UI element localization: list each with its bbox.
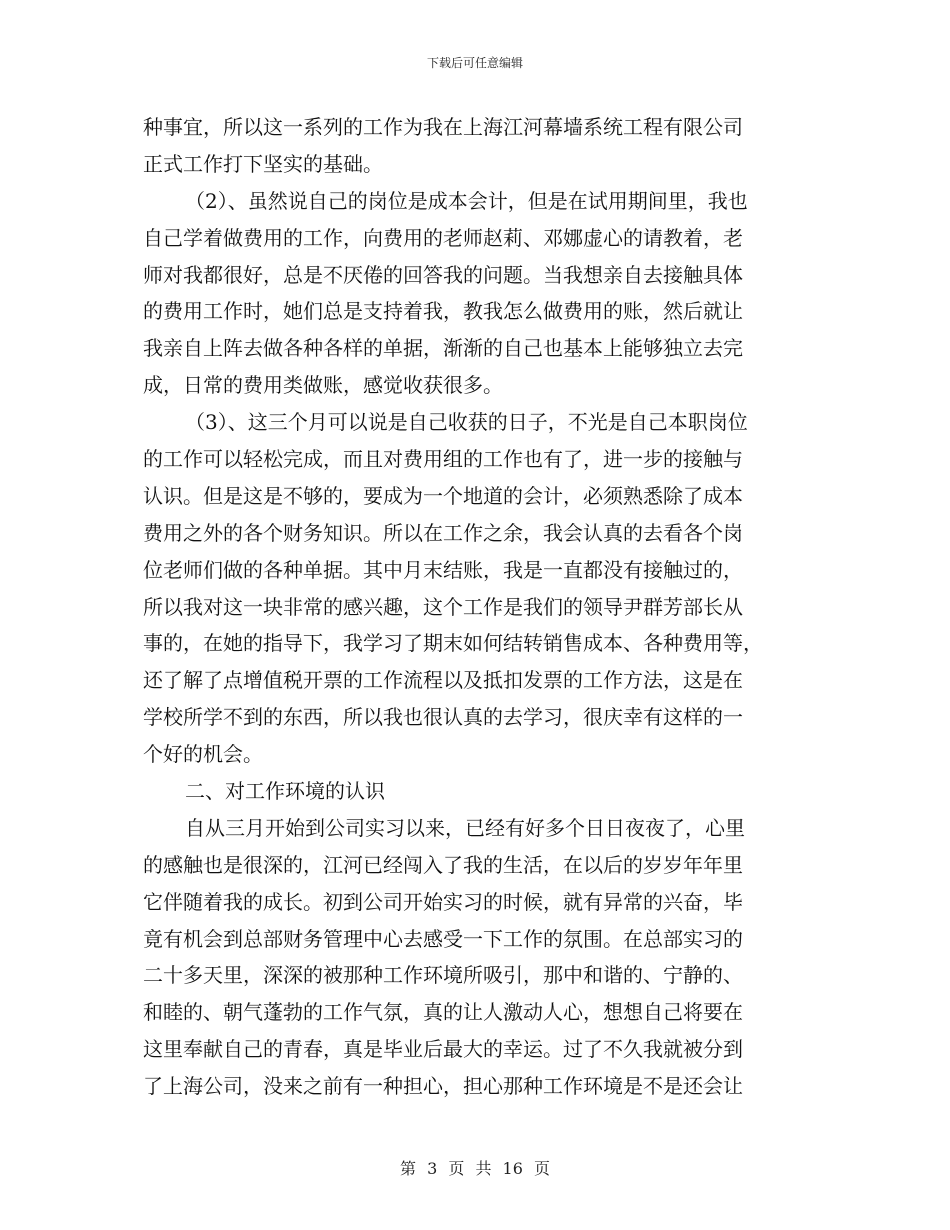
section-heading: 二、对工作环境的认识	[185, 779, 385, 804]
text-line: （2）、虽然说自己的岗位是成本会计，但是在试用期间里，我也	[185, 188, 748, 213]
text-line: 这里奉献自己的青春，真是毕业后最大的幸运。过了不久我就被分到	[143, 1037, 743, 1062]
text-line: 事的，在她的指导下，我学习了期末如何结转销售成本、各种费用等，	[143, 631, 763, 656]
text-line: 竟有机会到总部财务管理中心去感受一下工作的氛围。在总部实习的	[143, 926, 743, 951]
text-line: 二十多天里，深深的被那种工作环境所吸引，那中和谐的、宁静的、	[143, 963, 743, 988]
page-footer: 第 3 页 共 16 页	[400, 1159, 550, 1178]
text-line: 它伴随着我的成长。初到公司开始实习的时候，就有异常的兴奋，毕	[143, 889, 743, 914]
text-line: （3）、这三个月可以说是自己收获的日子，不光是自己本职岗位	[185, 410, 748, 435]
text-line: 了上海公司，没来之前有一种担心，担心那种工作环境是不是还会让	[143, 1074, 743, 1099]
text-line: 我亲自上阵去做各种各样的单据，渐渐的自己也基本上能够独立去完	[143, 336, 743, 361]
text-line: 认识。但是这是不够的，要成为一个地道的会计，必须熟悉除了成本	[143, 483, 743, 508]
text-line: 费用之外的各个财务知识。所以在工作之余，我会认真的去看各个岗	[143, 520, 743, 545]
page-header: 下载后可任意编辑	[426, 56, 523, 70]
text-line: 师对我都很好，总是不厌倦的回答我的问题。当我想亲自去接触具体	[143, 262, 743, 287]
text-line: 正式工作打下坚实的基础。	[143, 151, 383, 176]
text-line: 成，日常的费用类做账，感觉收获很多。	[143, 373, 503, 398]
text-line: 学校所学不到的东西，所以我也很认真的去学习，很庆幸有这样的一	[143, 705, 743, 730]
text-line: 自从三月开始到公司实习以来，已经有好多个日日夜夜了，心里	[185, 815, 745, 840]
text-line: 位老师们做的各种单据。其中月末结账，我是一直都没有接触过的，	[143, 557, 743, 582]
text-line: 的感触也是很深的，江河已经闯入了我的生活，在以后的岁岁年年里	[143, 852, 743, 877]
text-line: 种事宜，所以这一系列的工作为我在上海江河幕墙系统工程有限公司	[143, 115, 743, 139]
text-line: 和睦的、朝气蓬勃的工作气氛，真的让人激动人心，想想自己将要在	[143, 1000, 743, 1025]
text-line: 自己学着做费用的工作，向费用的老师赵莉、邓娜虚心的请教着，老	[143, 225, 743, 250]
text-line: 还了解了点增值税开票的工作流程以及抵扣发票的工作方法，这是在	[143, 668, 743, 693]
text-line: 的工作可以轻松完成，而且对费用组的工作也有了，进一步的接触与	[143, 447, 743, 472]
text-line: 个好的机会。	[143, 742, 263, 767]
body-text	[143, 109, 809, 1105]
text-line: 的费用工作时，她们总是支持着我，教我怎么做费用的账，然后就让	[143, 299, 743, 324]
text-line: 所以我对这一块非常的感兴趣，这个工作是我们的领导尹群芳部长从	[143, 594, 743, 619]
